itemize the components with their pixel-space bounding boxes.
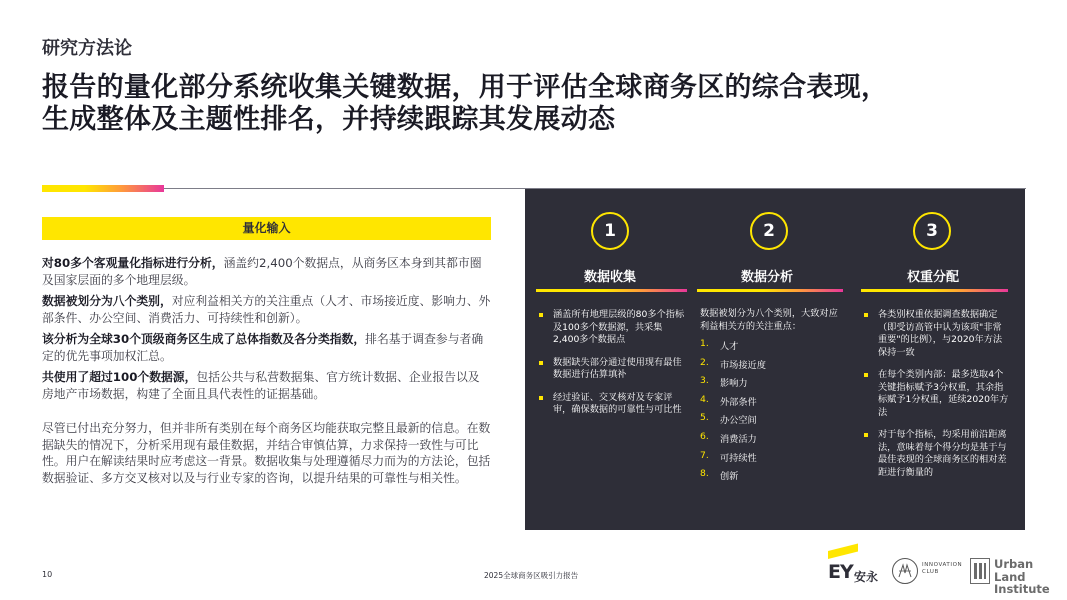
uli-building-icon xyxy=(970,558,990,584)
uli-text xyxy=(994,558,1060,596)
page-headline xyxy=(42,72,1032,136)
list-item: 4. 外部条件 xyxy=(700,393,757,408)
category-number-list xyxy=(700,338,846,487)
step-number-badge: 2 xyxy=(750,212,788,250)
step-title: 权重分配 xyxy=(906,270,959,285)
step-underline xyxy=(697,289,843,292)
step-number-badge: 3 xyxy=(913,212,951,250)
footer-report-title: 2025全球商务区吸引力报告 xyxy=(484,571,579,580)
headline-line-1: 报告的量化部分系统收集关键数据，用于评估全球商务区的综合表现， xyxy=(42,72,889,103)
list-item: 经过验证、交叉核对及专家评审，确保数据的可靠性与可比性 xyxy=(537,392,687,417)
list-item: 3. 影响力 xyxy=(700,375,748,390)
list-item: 5. 办公空间 xyxy=(700,412,757,427)
list-item: 8. 创新 xyxy=(700,468,739,483)
step-number-badge: 1 xyxy=(591,212,629,250)
headline-line-2: 生成整体及主题性排名，并持续跟踪其发展动态 xyxy=(42,104,616,135)
uli-text-line1: Urban Land xyxy=(994,557,1034,584)
list-item: 2. 市场接近度 xyxy=(700,356,766,371)
list-item: 7. 可持续性 xyxy=(700,449,757,464)
ey-logo-bar-icon xyxy=(828,544,858,559)
quant-input-body xyxy=(42,255,491,491)
step-underline xyxy=(861,289,1008,292)
list-item: 在每个类别内部：最多选取4个关键指标赋予3分权重，其余指标赋予1分权重，延续2020年方法 xyxy=(862,369,1010,419)
step-bullet-list xyxy=(862,309,1010,489)
innovation-club-logo xyxy=(892,558,964,586)
list-item: 涵盖所有地理层级的80多个指标及100多个数据源，共采集2,400多个数据点 xyxy=(537,309,687,347)
quant-input-header: 量化输入 xyxy=(42,217,491,240)
disclaimer-note: 尽管已付出充分努力，但并非所有类别在每个商务区均能获取完整且最新的信息。在数据缺失的情况下，分析采用现有最佳数据，并结合审慎估算，力求保持一致性与可比性。用户在解读结果时应考虑这一背景。数据收集与处理遵循尽力而为的方法论，包括数据验证、多方交叉核对以及与行业专家的咨询，以提升结果的可靠性与相关性。 xyxy=(42,421,491,485)
methodology-steps-panel xyxy=(525,189,1025,530)
step-underline xyxy=(536,289,687,292)
quant-paragraph: 该分析为全球30个顶级商务区生成了总体指数及各分类指数，排名基于调查参与者确定的优先事项加权汇总。 xyxy=(42,332,484,363)
urban-land-institute-logo xyxy=(970,557,1060,596)
list-item: 数据缺失部分通过使用现有最佳数据进行估算填补 xyxy=(537,357,687,382)
accent-bar xyxy=(42,185,164,192)
ey-logo xyxy=(828,551,888,585)
step-title: 数据分析 xyxy=(740,270,793,285)
step-intro-text: 数据被划分为八个类别，大致对应利益相关方的关注重点： xyxy=(700,308,838,332)
step-title: 数据收集 xyxy=(583,270,636,285)
ey-logo-cn: 安永 xyxy=(854,570,879,584)
quant-paragraph: 对80多个客观量化指标进行分析，涵盖约2,400个数据点，从商务区本身到其都市圈及国家层面的多个地理层级。 xyxy=(42,256,482,287)
list-item: 1. 人才 xyxy=(700,338,739,352)
innovation-club-text: INNOVATION CLUB xyxy=(922,562,963,575)
section-label: 研究方法论 xyxy=(42,38,132,59)
quant-paragraph: 数据被划分为八个类别，对应利益相关方的关注重点（人才、市场接近度、影响力、外部条件、办公空间、消费活力、可持续性和创新）。 xyxy=(42,294,491,325)
list-item: 各类别权重依据调查数据确定（即受访高管中认为该项"非常重要"的比例），与2020年方法保持一致 xyxy=(862,309,1010,359)
list-item: 对于每个指标，均采用前沿距离法，意味着每个得分均是基于与最佳表现的全球商务区的相对差距进行衡量的 xyxy=(862,429,1010,479)
page-number: 10 xyxy=(42,570,53,579)
ey-logo-text: EY xyxy=(828,561,853,583)
quant-paragraph: 共使用了超过100个数据源，包括公共与私营数据集、官方统计数据、企业报告以及房地产市场数据，构建了全面且具代表性的证据基础。 xyxy=(42,370,480,401)
uli-text-line2: Institute xyxy=(994,582,1050,596)
innovation-club-emblem-icon xyxy=(892,558,918,584)
list-item: 6. 消费活力 xyxy=(700,430,757,445)
step-bullet-list xyxy=(537,309,687,427)
